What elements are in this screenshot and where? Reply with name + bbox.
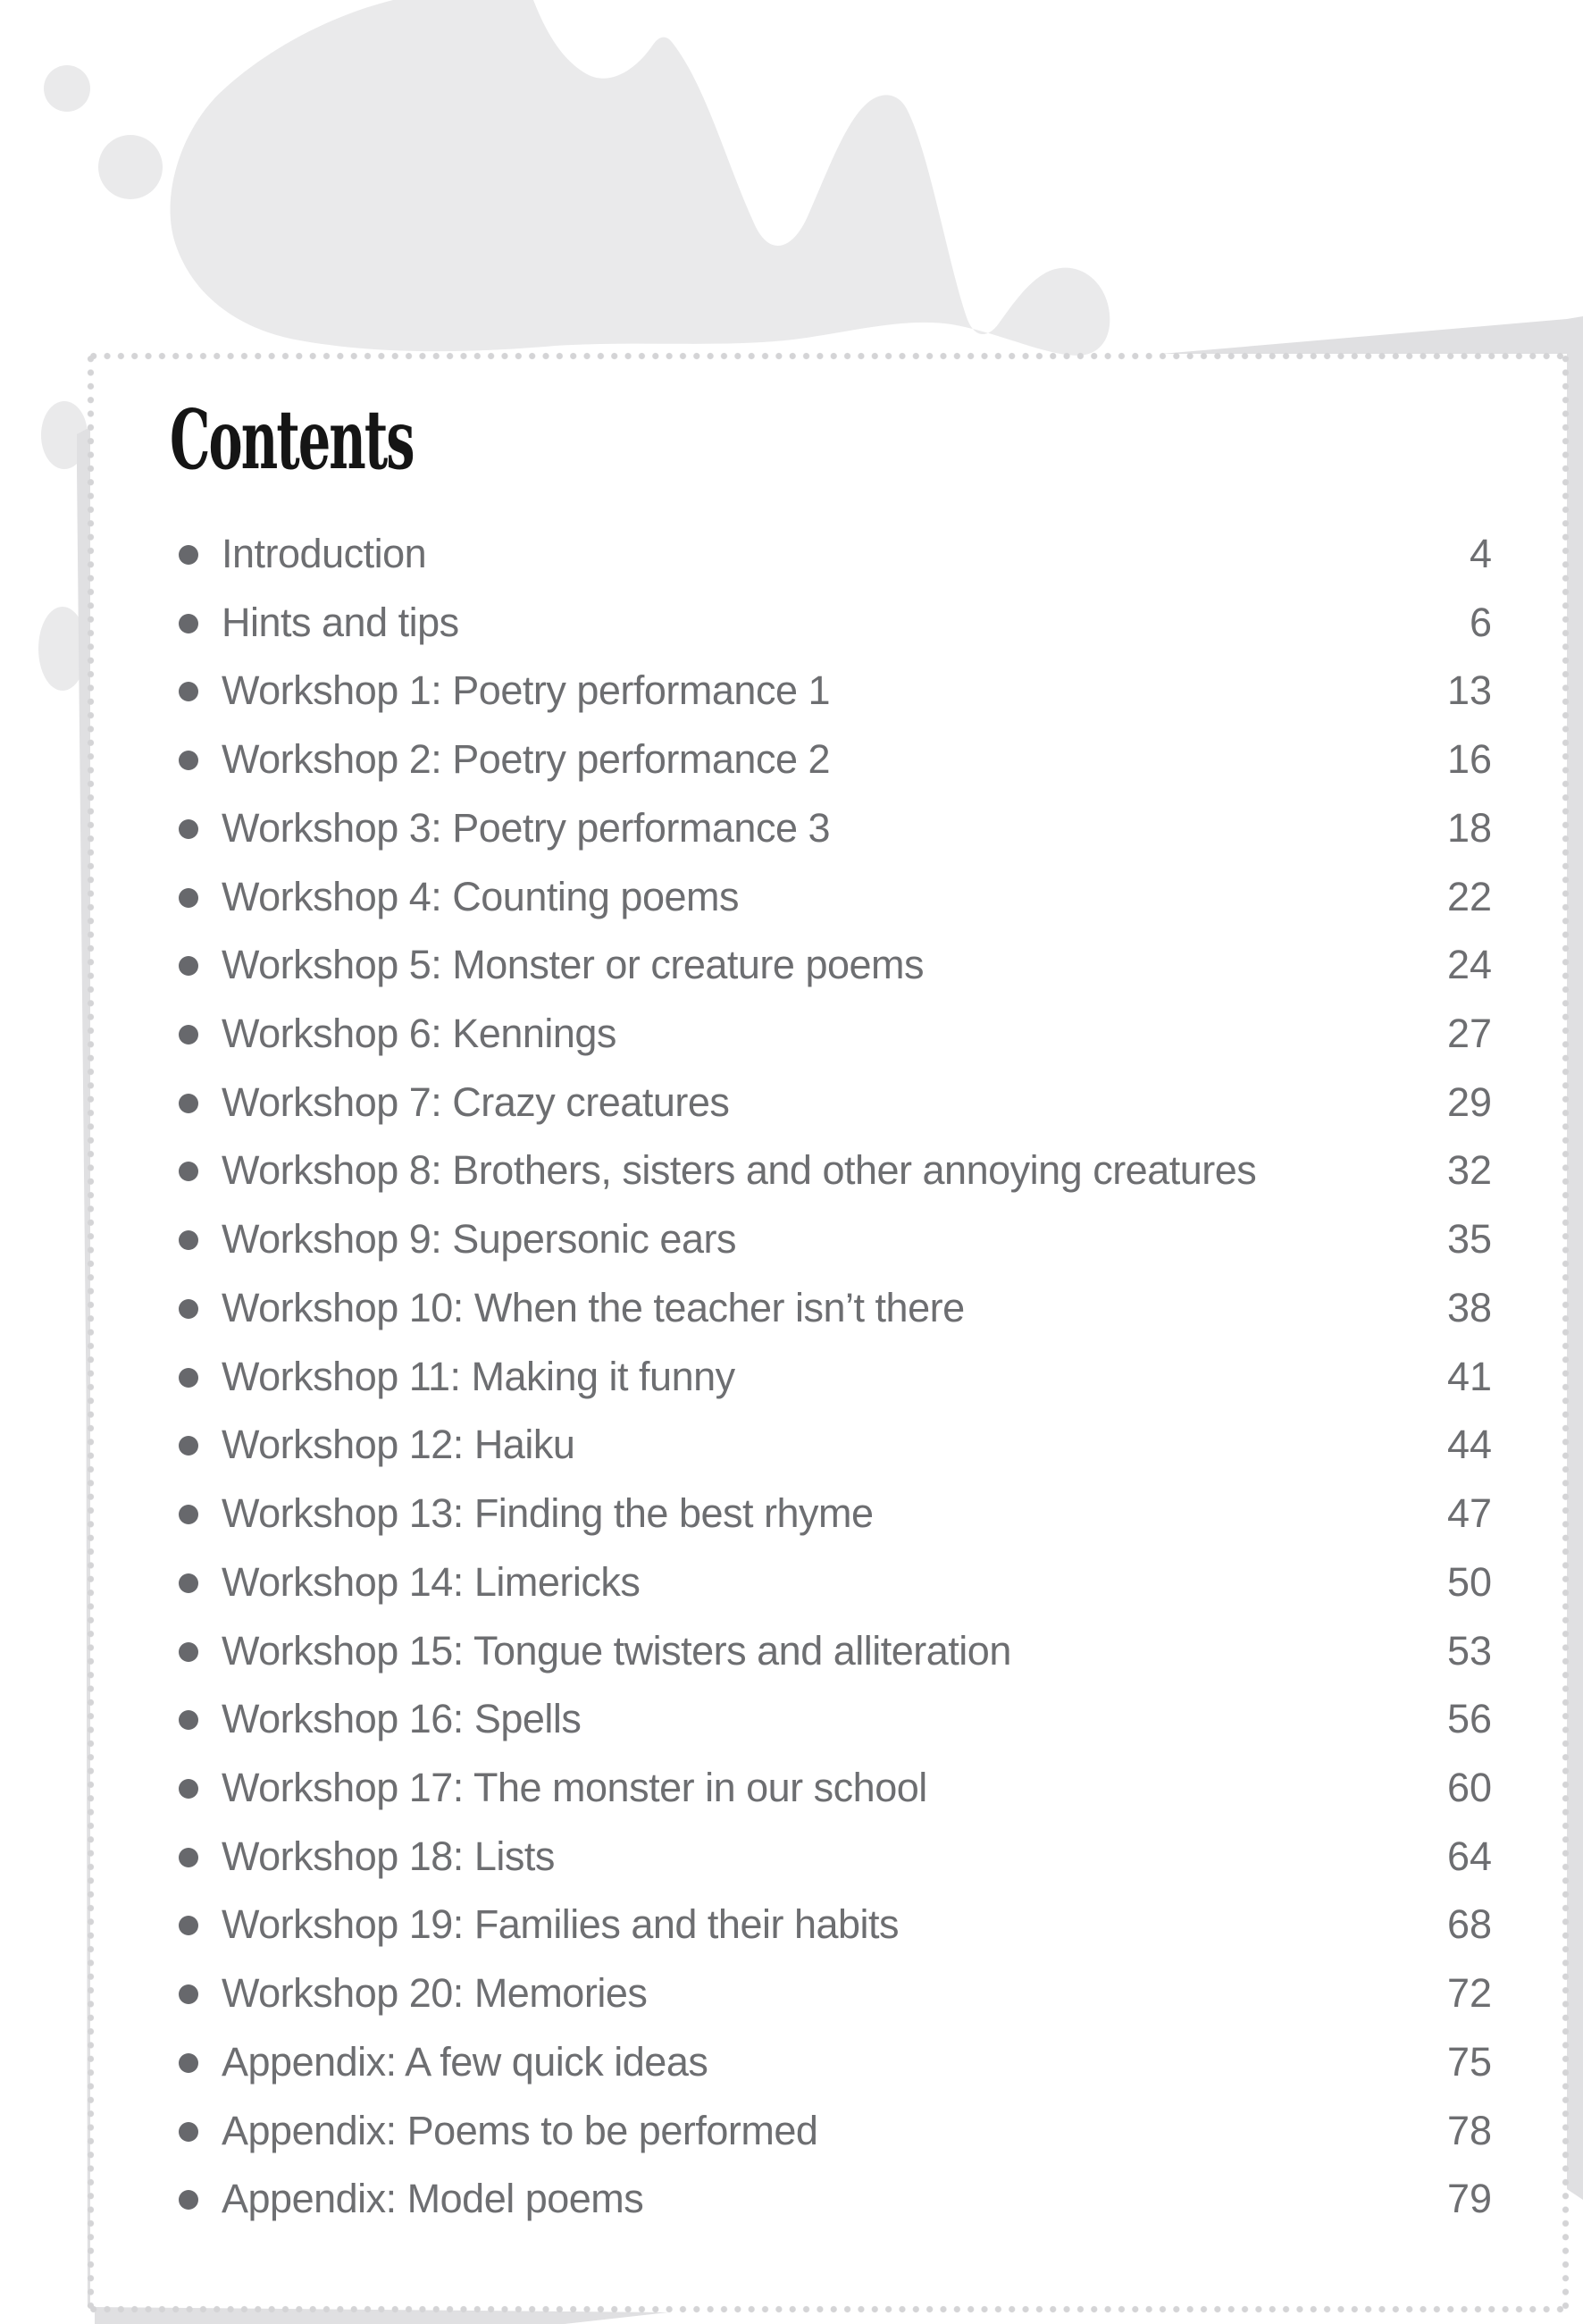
page-border-left (87, 352, 95, 2313)
toc-item-page: 18 (1446, 804, 1492, 851)
toc-row (179, 1205, 1492, 1274)
toc-item-label: Workshop 7: Crazy creatures (222, 1078, 730, 1125)
page-title: Contents (170, 391, 414, 488)
bullet-icon (179, 1368, 198, 1388)
bullet-icon (179, 819, 198, 839)
toc-item-page: 22 (1446, 873, 1492, 919)
toc-item-page: 72 (1446, 1970, 1492, 2017)
toc-item-label: Workshop 6: Kennings (222, 1011, 616, 1057)
toc-row (179, 1548, 1492, 1616)
bullet-icon (179, 888, 198, 908)
toc-item-page: 16 (1446, 736, 1492, 783)
page-border-top (87, 352, 1568, 360)
page-edge-wedge-top-right (1161, 319, 1567, 354)
toc-row (179, 1411, 1492, 1480)
toc-item-page: 68 (1446, 1901, 1492, 1948)
toc-row (179, 657, 1492, 726)
toc-item-label: Workshop 17: The monster in our school (222, 1764, 927, 1810)
bullet-icon (179, 1299, 198, 1319)
toc-item-page: 41 (1446, 1353, 1492, 1399)
toc-row (179, 793, 1492, 862)
splat-droplet-small (44, 65, 90, 112)
bullet-icon (179, 1436, 198, 1456)
toc-item-label: Workshop 20: Memories (222, 1970, 648, 2017)
toc-row (179, 1000, 1492, 1069)
toc-row (179, 2165, 1492, 2234)
toc-row (179, 1753, 1492, 1822)
toc-item-label: Workshop 16: Spells (222, 1696, 582, 1742)
toc-row (179, 1068, 1492, 1137)
splat-droplet-large (98, 135, 163, 199)
toc-item-label: Workshop 18: Lists (222, 1833, 555, 1879)
toc-item-label: Workshop 13: Finding the best rhyme (222, 1490, 874, 1537)
toc-item-page: 6 (1469, 599, 1492, 645)
bullet-icon (179, 2190, 198, 2210)
bullet-icon (179, 1025, 198, 1045)
bullet-icon (179, 1984, 198, 2004)
toc-item-label: Workshop 9: Supersonic ears (222, 1216, 736, 1263)
toc-item-page: 29 (1446, 1078, 1492, 1125)
bullet-icon (179, 1230, 198, 1250)
toc-item-label: Appendix: Poems to be performed (222, 2107, 818, 2153)
toc-item-page: 27 (1446, 1011, 1492, 1057)
bullet-icon (179, 2122, 198, 2142)
bullet-icon (179, 751, 198, 770)
toc-row (179, 2027, 1492, 2096)
toc-row (179, 1891, 1492, 1959)
bullet-icon (179, 1779, 198, 1799)
toc-row (179, 1137, 1492, 1205)
toc-item-label: Appendix: A few quick ideas (222, 2038, 708, 2085)
bullet-icon (179, 1573, 198, 1593)
bullet-icon (179, 1505, 198, 1524)
toc-row (179, 1959, 1492, 2028)
toc-item-label: Workshop 8: Brothers, sisters and other annoying creatures (222, 1147, 1257, 1194)
splat-shape (171, 0, 1110, 356)
toc-row (179, 2096, 1492, 2165)
toc-item-label: Workshop 14: Limericks (222, 1558, 641, 1605)
toc-item-label: Hints and tips (222, 599, 459, 645)
toc-item-label: Workshop 4: Counting poems (222, 873, 739, 919)
toc-row (179, 1616, 1492, 1685)
bullet-icon (179, 682, 198, 701)
toc-item-label: Workshop 10: When the teacher isn’t there (222, 1284, 965, 1330)
bullet-icon (179, 1094, 198, 1113)
toc-item-page: 35 (1446, 1216, 1492, 1263)
toc-row (179, 931, 1492, 1000)
bullet-icon (179, 1642, 198, 1662)
toc-row (179, 1822, 1492, 1891)
toc-item-page: 4 (1469, 531, 1492, 576)
toc-item-label: Workshop 1: Poetry performance 1 (222, 667, 830, 714)
page-border-bottom (87, 2305, 1568, 2313)
toc-item-page: 24 (1446, 942, 1492, 988)
toc-item-label: Workshop 15: Tongue twisters and alliteration (222, 1627, 1011, 1674)
toc-row (179, 1342, 1492, 1411)
toc-item-page: 32 (1446, 1147, 1492, 1194)
page-border-right (1562, 352, 1570, 2313)
bullet-icon (179, 545, 198, 565)
toc-item-label: Workshop 11: Making it funny (222, 1353, 735, 1399)
toc-item-label: Workshop 2: Poetry performance 2 (222, 736, 830, 783)
toc-row (179, 1480, 1492, 1548)
bullet-icon (179, 2053, 198, 2073)
toc-item-label: Introduction (222, 531, 427, 576)
toc-item-page: 64 (1446, 1833, 1492, 1879)
toc-item-label: Appendix: Model poems (222, 2176, 644, 2222)
toc-item-page: 78 (1446, 2107, 1492, 2153)
toc-item-label: Workshop 3: Poetry performance 3 (222, 804, 830, 851)
toc-item-label: Workshop 5: Monster or creature poems (222, 942, 925, 988)
toc-item-label: Workshop 12: Haiku (222, 1422, 575, 1468)
bullet-icon (179, 1162, 198, 1181)
toc-item-page: 38 (1446, 1284, 1492, 1330)
bullet-icon (179, 614, 198, 633)
toc-item-page: 44 (1446, 1422, 1492, 1468)
toc-item-page: 79 (1446, 2176, 1492, 2222)
toc-item-page: 13 (1446, 667, 1492, 714)
toc-row (179, 588, 1492, 657)
toc-item-page: 50 (1446, 1558, 1492, 1605)
bullet-icon (179, 1710, 198, 1730)
toc-item-page: 56 (1446, 1696, 1492, 1742)
toc-item-page: 60 (1446, 1764, 1492, 1810)
bullet-icon (179, 1916, 198, 1935)
toc-row (179, 1273, 1492, 1342)
toc-row (179, 1685, 1492, 1754)
toc-item-page: 53 (1446, 1627, 1492, 1674)
toc-row (179, 520, 1492, 589)
bullet-icon (179, 1848, 198, 1867)
toc-item-page: 47 (1446, 1490, 1492, 1537)
toc-item-page: 75 (1446, 2038, 1492, 2085)
bullet-icon (179, 956, 198, 976)
toc-row (179, 862, 1492, 931)
toc-item-label: Workshop 19: Families and their habits (222, 1901, 900, 1948)
toc-row (179, 726, 1492, 794)
